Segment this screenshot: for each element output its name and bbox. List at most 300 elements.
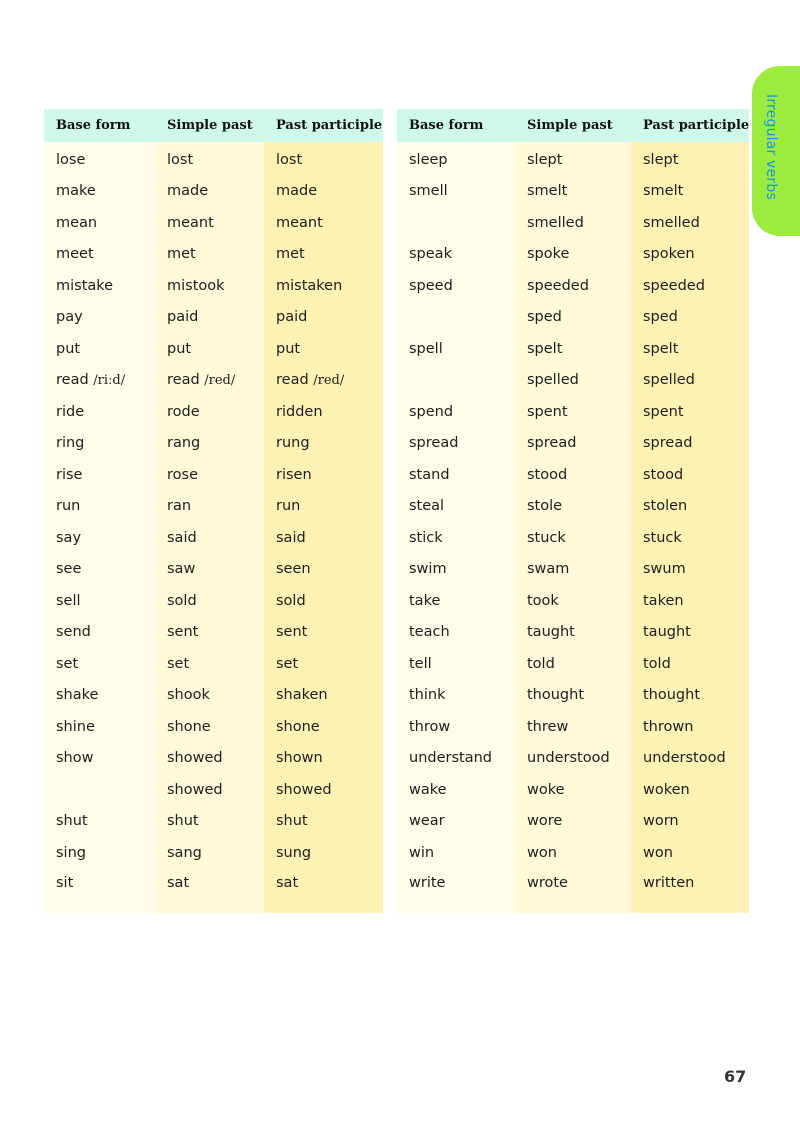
- verb-row: [44, 302, 383, 334]
- verb-form: spelled: [643, 372, 695, 389]
- simple-past-cell: [155, 743, 264, 775]
- verb-row: [44, 176, 383, 208]
- verb-form: showed: [276, 781, 332, 798]
- verb-row: [44, 837, 383, 869]
- verb-form: wear: [409, 813, 445, 830]
- past-participle-cell: [631, 176, 749, 208]
- verb-form: see: [56, 561, 82, 578]
- base-form-cell: [44, 743, 155, 775]
- verb-form: wrote: [527, 874, 568, 891]
- past-participle-cell: [631, 428, 749, 460]
- verb-form: said: [276, 529, 306, 546]
- verb-form: seen: [276, 561, 311, 578]
- base-form-cell: [397, 806, 515, 838]
- verb-form: smelled: [643, 214, 700, 231]
- verb-form: made: [167, 183, 209, 200]
- verb-form: taught: [527, 624, 575, 641]
- verb-form: shake: [56, 687, 99, 704]
- verb-row: [44, 869, 383, 913]
- base-form-cell: [397, 711, 515, 743]
- verb-row: [397, 459, 749, 491]
- simple-past-cell: [155, 270, 264, 302]
- past-participle-cell: [264, 176, 383, 208]
- verb-row: [397, 396, 749, 428]
- base-form-cell: [397, 207, 515, 239]
- verb-form: thought: [643, 687, 701, 704]
- past-participle-cell: [631, 365, 749, 397]
- verb-row: [397, 365, 749, 397]
- past-participle-cell: [631, 302, 749, 334]
- past-participle-cell: [631, 554, 749, 586]
- simple-past-cell: [515, 459, 631, 491]
- simple-past-cell: [515, 239, 631, 271]
- verb-form: sent: [167, 624, 199, 641]
- verb-form: spoke: [527, 246, 570, 263]
- verb-form: put: [56, 340, 81, 357]
- verb-form: steal: [409, 498, 445, 515]
- past-participle-cell: [631, 142, 749, 176]
- past-participle-cell: [264, 711, 383, 743]
- verb-form: wake: [409, 781, 447, 798]
- verb-form: met: [167, 246, 196, 263]
- verb-form: stood: [527, 466, 568, 483]
- past-participle-cell: [264, 554, 383, 586]
- verb-form: stuck: [527, 529, 566, 546]
- simple-past-cell: [515, 302, 631, 334]
- verb-row: [397, 207, 749, 239]
- verb-form: stand: [409, 466, 450, 483]
- base-form-cell: [44, 270, 155, 302]
- verb-form: smelt: [643, 183, 684, 200]
- column-header-past-participle: Past participle: [631, 109, 749, 142]
- verb-form: risen: [276, 466, 312, 483]
- simple-past-cell: [515, 774, 631, 806]
- verb-form: written: [643, 874, 695, 891]
- base-form-cell: [397, 680, 515, 712]
- past-participle-cell: [264, 743, 383, 775]
- past-participle-cell: [631, 207, 749, 239]
- base-form-cell: [397, 333, 515, 365]
- base-form-cell: [44, 207, 155, 239]
- verb-form: sped: [527, 309, 562, 326]
- column-header-base-form: Base form: [44, 109, 155, 142]
- verb-form: meant: [167, 214, 214, 231]
- verb-form: said: [167, 529, 197, 546]
- simple-past-cell: [155, 554, 264, 586]
- past-participle-cell: [631, 585, 749, 617]
- verb-row: [44, 648, 383, 680]
- base-form-cell: [397, 176, 515, 208]
- verb-row: [397, 617, 749, 649]
- verb-row: [397, 333, 749, 365]
- simple-past-cell: [155, 585, 264, 617]
- base-form-cell: [397, 743, 515, 775]
- verb-form: stole: [527, 498, 563, 515]
- past-participle-cell: [264, 869, 383, 913]
- verb-row: [44, 711, 383, 743]
- verb-form: spell: [409, 340, 443, 357]
- verb-form: sleep: [409, 151, 448, 168]
- base-form-cell: [44, 617, 155, 649]
- verb-row: [44, 491, 383, 523]
- verb-row: [44, 365, 383, 397]
- verb-form: won: [643, 844, 673, 861]
- verb-form: spend: [409, 403, 454, 420]
- verb-form: met: [276, 246, 305, 263]
- verb-form: stuck: [643, 529, 682, 546]
- past-participle-cell: [264, 522, 383, 554]
- simple-past-cell: [515, 142, 631, 176]
- verb-row: [397, 491, 749, 523]
- simple-past-cell: [515, 176, 631, 208]
- base-form-cell: [397, 270, 515, 302]
- base-form-cell: [397, 459, 515, 491]
- past-participle-cell: [264, 774, 383, 806]
- verb-form: say: [56, 529, 82, 546]
- past-participle-cell: [264, 459, 383, 491]
- verb-row: [44, 333, 383, 365]
- verb-form: worn: [643, 813, 679, 830]
- simple-past-cell: [155, 239, 264, 271]
- verb-row: [397, 837, 749, 869]
- verb-form: stolen: [643, 498, 688, 515]
- base-form-cell: [397, 239, 515, 271]
- verb-row: [397, 522, 749, 554]
- base-form-cell: [397, 774, 515, 806]
- verb-form: made: [276, 183, 318, 200]
- verb-form: swum: [643, 561, 686, 578]
- simple-past-cell: [155, 680, 264, 712]
- past-participle-cell: [264, 142, 383, 176]
- verb-form: shine: [56, 718, 95, 735]
- verb-form: meant: [276, 214, 323, 231]
- simple-past-cell: [515, 680, 631, 712]
- base-form-cell: [44, 365, 155, 397]
- verb-form: mean: [56, 214, 98, 231]
- verb-form: mistaken: [276, 277, 343, 294]
- base-form-cell: [397, 142, 515, 176]
- verb-row: [44, 554, 383, 586]
- verb-form: spread: [409, 435, 459, 452]
- past-participle-cell: [264, 333, 383, 365]
- verb-form: write: [409, 874, 446, 891]
- base-form-cell: [44, 428, 155, 460]
- verb-form: read: [56, 372, 89, 389]
- verb-form: paid: [276, 309, 308, 326]
- base-form-cell: [44, 711, 155, 743]
- verb-row: [397, 743, 749, 775]
- simple-past-cell: [515, 711, 631, 743]
- verb-form: shaken: [276, 687, 328, 704]
- verb-form: saw: [167, 561, 196, 578]
- verb-form: showed: [167, 750, 223, 767]
- base-form-cell: [397, 491, 515, 523]
- simple-past-cell: [155, 396, 264, 428]
- verb-form: woken: [643, 781, 690, 798]
- simple-past-cell: [155, 459, 264, 491]
- verb-form: spelled: [527, 372, 579, 389]
- past-participle-cell: [264, 396, 383, 428]
- base-form-cell: [44, 522, 155, 554]
- verb-row: [397, 270, 749, 302]
- verb-form: send: [56, 624, 91, 641]
- verb-row: [397, 302, 749, 334]
- verb-row: [44, 207, 383, 239]
- base-form-cell: [397, 617, 515, 649]
- past-participle-cell: [264, 491, 383, 523]
- verb-form: meet: [56, 246, 94, 263]
- simple-past-cell: [515, 806, 631, 838]
- base-form-cell: [397, 365, 515, 397]
- verb-row: [397, 176, 749, 208]
- past-participle-cell: [631, 396, 749, 428]
- past-participle-cell: [631, 239, 749, 271]
- base-form-cell: [397, 554, 515, 586]
- verb-form: sit: [56, 874, 74, 891]
- verb-form: spelt: [643, 340, 679, 357]
- verb-form: taken: [643, 592, 684, 609]
- verb-row: [397, 554, 749, 586]
- past-participle-cell: [631, 806, 749, 838]
- simple-past-cell: [155, 522, 264, 554]
- verb-form: put: [167, 340, 192, 357]
- base-form-cell: [44, 142, 155, 176]
- verb-form: lose: [56, 151, 86, 168]
- verb-form: rode: [167, 403, 200, 420]
- past-participle-cell: [264, 365, 383, 397]
- base-form-cell: [44, 302, 155, 334]
- verb-form: stick: [409, 529, 443, 546]
- past-participle-cell: [631, 648, 749, 680]
- verb-form: sang: [167, 844, 202, 861]
- verb-form: spread: [643, 435, 693, 452]
- simple-past-cell: [155, 711, 264, 743]
- verb-form: threw: [527, 718, 569, 735]
- base-form-cell: [44, 333, 155, 365]
- verb-form: ring: [56, 435, 85, 452]
- verb-form: sped: [643, 309, 678, 326]
- base-form-cell: [44, 459, 155, 491]
- verb-row: [397, 239, 749, 271]
- verb-form: lost: [167, 151, 194, 168]
- simple-past-cell: [155, 648, 264, 680]
- verb-row: [44, 617, 383, 649]
- verb-form: speed: [409, 277, 453, 294]
- verb-form: throw: [409, 718, 451, 735]
- simple-past-cell: [155, 869, 264, 913]
- past-participle-cell: [631, 459, 749, 491]
- verb-form: shook: [167, 687, 210, 704]
- verb-form: show: [56, 750, 94, 767]
- verb-form: mistake: [56, 277, 114, 294]
- simple-past-cell: [515, 648, 631, 680]
- verb-row: [397, 711, 749, 743]
- past-participle-cell: [264, 680, 383, 712]
- verb-form: sung: [276, 844, 312, 861]
- simple-past-cell: [515, 396, 631, 428]
- past-participle-cell: [631, 711, 749, 743]
- base-form-cell: [44, 869, 155, 913]
- simple-past-cell: [155, 207, 264, 239]
- verb-form: rang: [167, 435, 201, 452]
- base-form-cell: [44, 239, 155, 271]
- simple-past-cell: [155, 806, 264, 838]
- simple-past-cell: [155, 491, 264, 523]
- verb-form: swam: [527, 561, 570, 578]
- base-form-cell: [44, 648, 155, 680]
- simple-past-cell: [515, 428, 631, 460]
- simple-past-cell: [155, 617, 264, 649]
- verb-form: read: [276, 372, 309, 389]
- simple-past-cell: [155, 176, 264, 208]
- verb-form: shone: [167, 718, 211, 735]
- verb-form: spent: [643, 403, 684, 420]
- past-participle-cell: [264, 648, 383, 680]
- verb-form: taught: [643, 624, 691, 641]
- verb-form: wore: [527, 813, 563, 830]
- verb-row: [44, 680, 383, 712]
- verb-row: [44, 743, 383, 775]
- base-form-cell: [397, 837, 515, 869]
- verb-form: teach: [409, 624, 450, 641]
- verb-row: [44, 142, 383, 176]
- table-header-row: [44, 109, 383, 142]
- table-header-row: [397, 109, 749, 142]
- verb-form: sing: [56, 844, 86, 861]
- simple-past-cell: [515, 365, 631, 397]
- simple-past-cell: [515, 207, 631, 239]
- past-participle-cell: [264, 837, 383, 869]
- simple-past-cell: [155, 428, 264, 460]
- simple-past-cell: [155, 365, 264, 397]
- verb-form: put: [276, 340, 301, 357]
- verb-row: [397, 806, 749, 838]
- past-participle-cell: [631, 333, 749, 365]
- simple-past-cell: [515, 333, 631, 365]
- simple-past-cell: [515, 491, 631, 523]
- page-number: 67: [724, 1067, 747, 1086]
- verb-form: win: [409, 844, 435, 861]
- base-form-cell: [44, 585, 155, 617]
- irregular-verbs-table-left: [44, 109, 383, 913]
- verb-form: ride: [56, 403, 85, 420]
- simple-past-cell: [155, 837, 264, 869]
- simple-past-cell: [155, 302, 264, 334]
- simple-past-cell: [155, 774, 264, 806]
- past-participle-cell: [631, 522, 749, 554]
- past-participle-cell: [264, 428, 383, 460]
- base-form-cell: [44, 837, 155, 869]
- verb-form: set: [167, 655, 190, 672]
- simple-past-cell: [515, 743, 631, 775]
- verb-form: spent: [527, 403, 568, 420]
- past-participle-cell: [631, 774, 749, 806]
- column-header-past-participle: Past participle: [264, 109, 383, 142]
- verb-form: slept: [643, 151, 679, 168]
- simple-past-cell: [515, 585, 631, 617]
- verb-form: run: [276, 498, 301, 515]
- simple-past-cell: [155, 333, 264, 365]
- verb-form: take: [409, 592, 441, 609]
- verb-row: [397, 869, 749, 913]
- verb-form: sat: [167, 874, 190, 891]
- column-header-simple-past: Simple past: [155, 109, 264, 142]
- verb-row: [44, 459, 383, 491]
- verb-form: ran: [167, 498, 192, 515]
- pronunciation: /red/: [204, 373, 236, 389]
- verb-row: [397, 680, 749, 712]
- verb-form: sold: [276, 592, 306, 609]
- verb-row: [44, 806, 383, 838]
- verb-row: [44, 428, 383, 460]
- verb-form: speeded: [527, 277, 589, 294]
- verb-row: [397, 648, 749, 680]
- verb-form: shone: [276, 718, 320, 735]
- verb-form: set: [56, 655, 79, 672]
- past-participle-cell: [631, 491, 749, 523]
- verb-form: rose: [167, 466, 198, 483]
- verb-form: speeded: [643, 277, 705, 294]
- verb-form: pay: [56, 309, 83, 326]
- verb-form: took: [527, 592, 559, 609]
- verb-form: thought: [527, 687, 585, 704]
- verb-form: tell: [409, 655, 432, 672]
- base-form-cell: [397, 522, 515, 554]
- verb-form: make: [56, 183, 96, 200]
- verb-form: think: [409, 687, 446, 704]
- base-form-cell: [397, 585, 515, 617]
- verb-form: shut: [276, 813, 308, 830]
- past-participle-cell: [264, 617, 383, 649]
- base-form-cell: [397, 396, 515, 428]
- verb-row: [397, 428, 749, 460]
- verb-row: [44, 239, 383, 271]
- verb-form: speak: [409, 246, 452, 263]
- past-participle-cell: [264, 239, 383, 271]
- pronunciation: /riːd/: [93, 373, 126, 389]
- verb-form: sold: [167, 592, 197, 609]
- base-form-cell: [397, 648, 515, 680]
- verb-row: [397, 142, 749, 176]
- verb-form: told: [643, 655, 671, 672]
- verb-form: shown: [276, 750, 323, 767]
- verb-form: understand: [409, 750, 492, 767]
- base-form-cell: [397, 869, 515, 913]
- verb-form: sat: [276, 874, 299, 891]
- base-form-cell: [44, 554, 155, 586]
- verb-form: won: [527, 844, 557, 861]
- verb-form: spoken: [643, 246, 695, 263]
- verb-form: woke: [527, 781, 565, 798]
- past-participle-cell: [264, 806, 383, 838]
- verb-form: paid: [167, 309, 199, 326]
- verb-form: swim: [409, 561, 447, 578]
- verb-form: mistook: [167, 277, 225, 294]
- simple-past-cell: [515, 869, 631, 913]
- past-participle-cell: [631, 743, 749, 775]
- past-participle-cell: [264, 207, 383, 239]
- past-participle-cell: [631, 837, 749, 869]
- column-header-base-form: Base form: [397, 109, 515, 142]
- base-form-cell: [397, 302, 515, 334]
- verb-form: rise: [56, 466, 83, 483]
- verb-form: slept: [527, 151, 563, 168]
- verb-row: [44, 774, 383, 806]
- verb-row: [44, 522, 383, 554]
- verb-form: smelt: [527, 183, 568, 200]
- verb-form: run: [56, 498, 81, 515]
- base-form-cell: [44, 176, 155, 208]
